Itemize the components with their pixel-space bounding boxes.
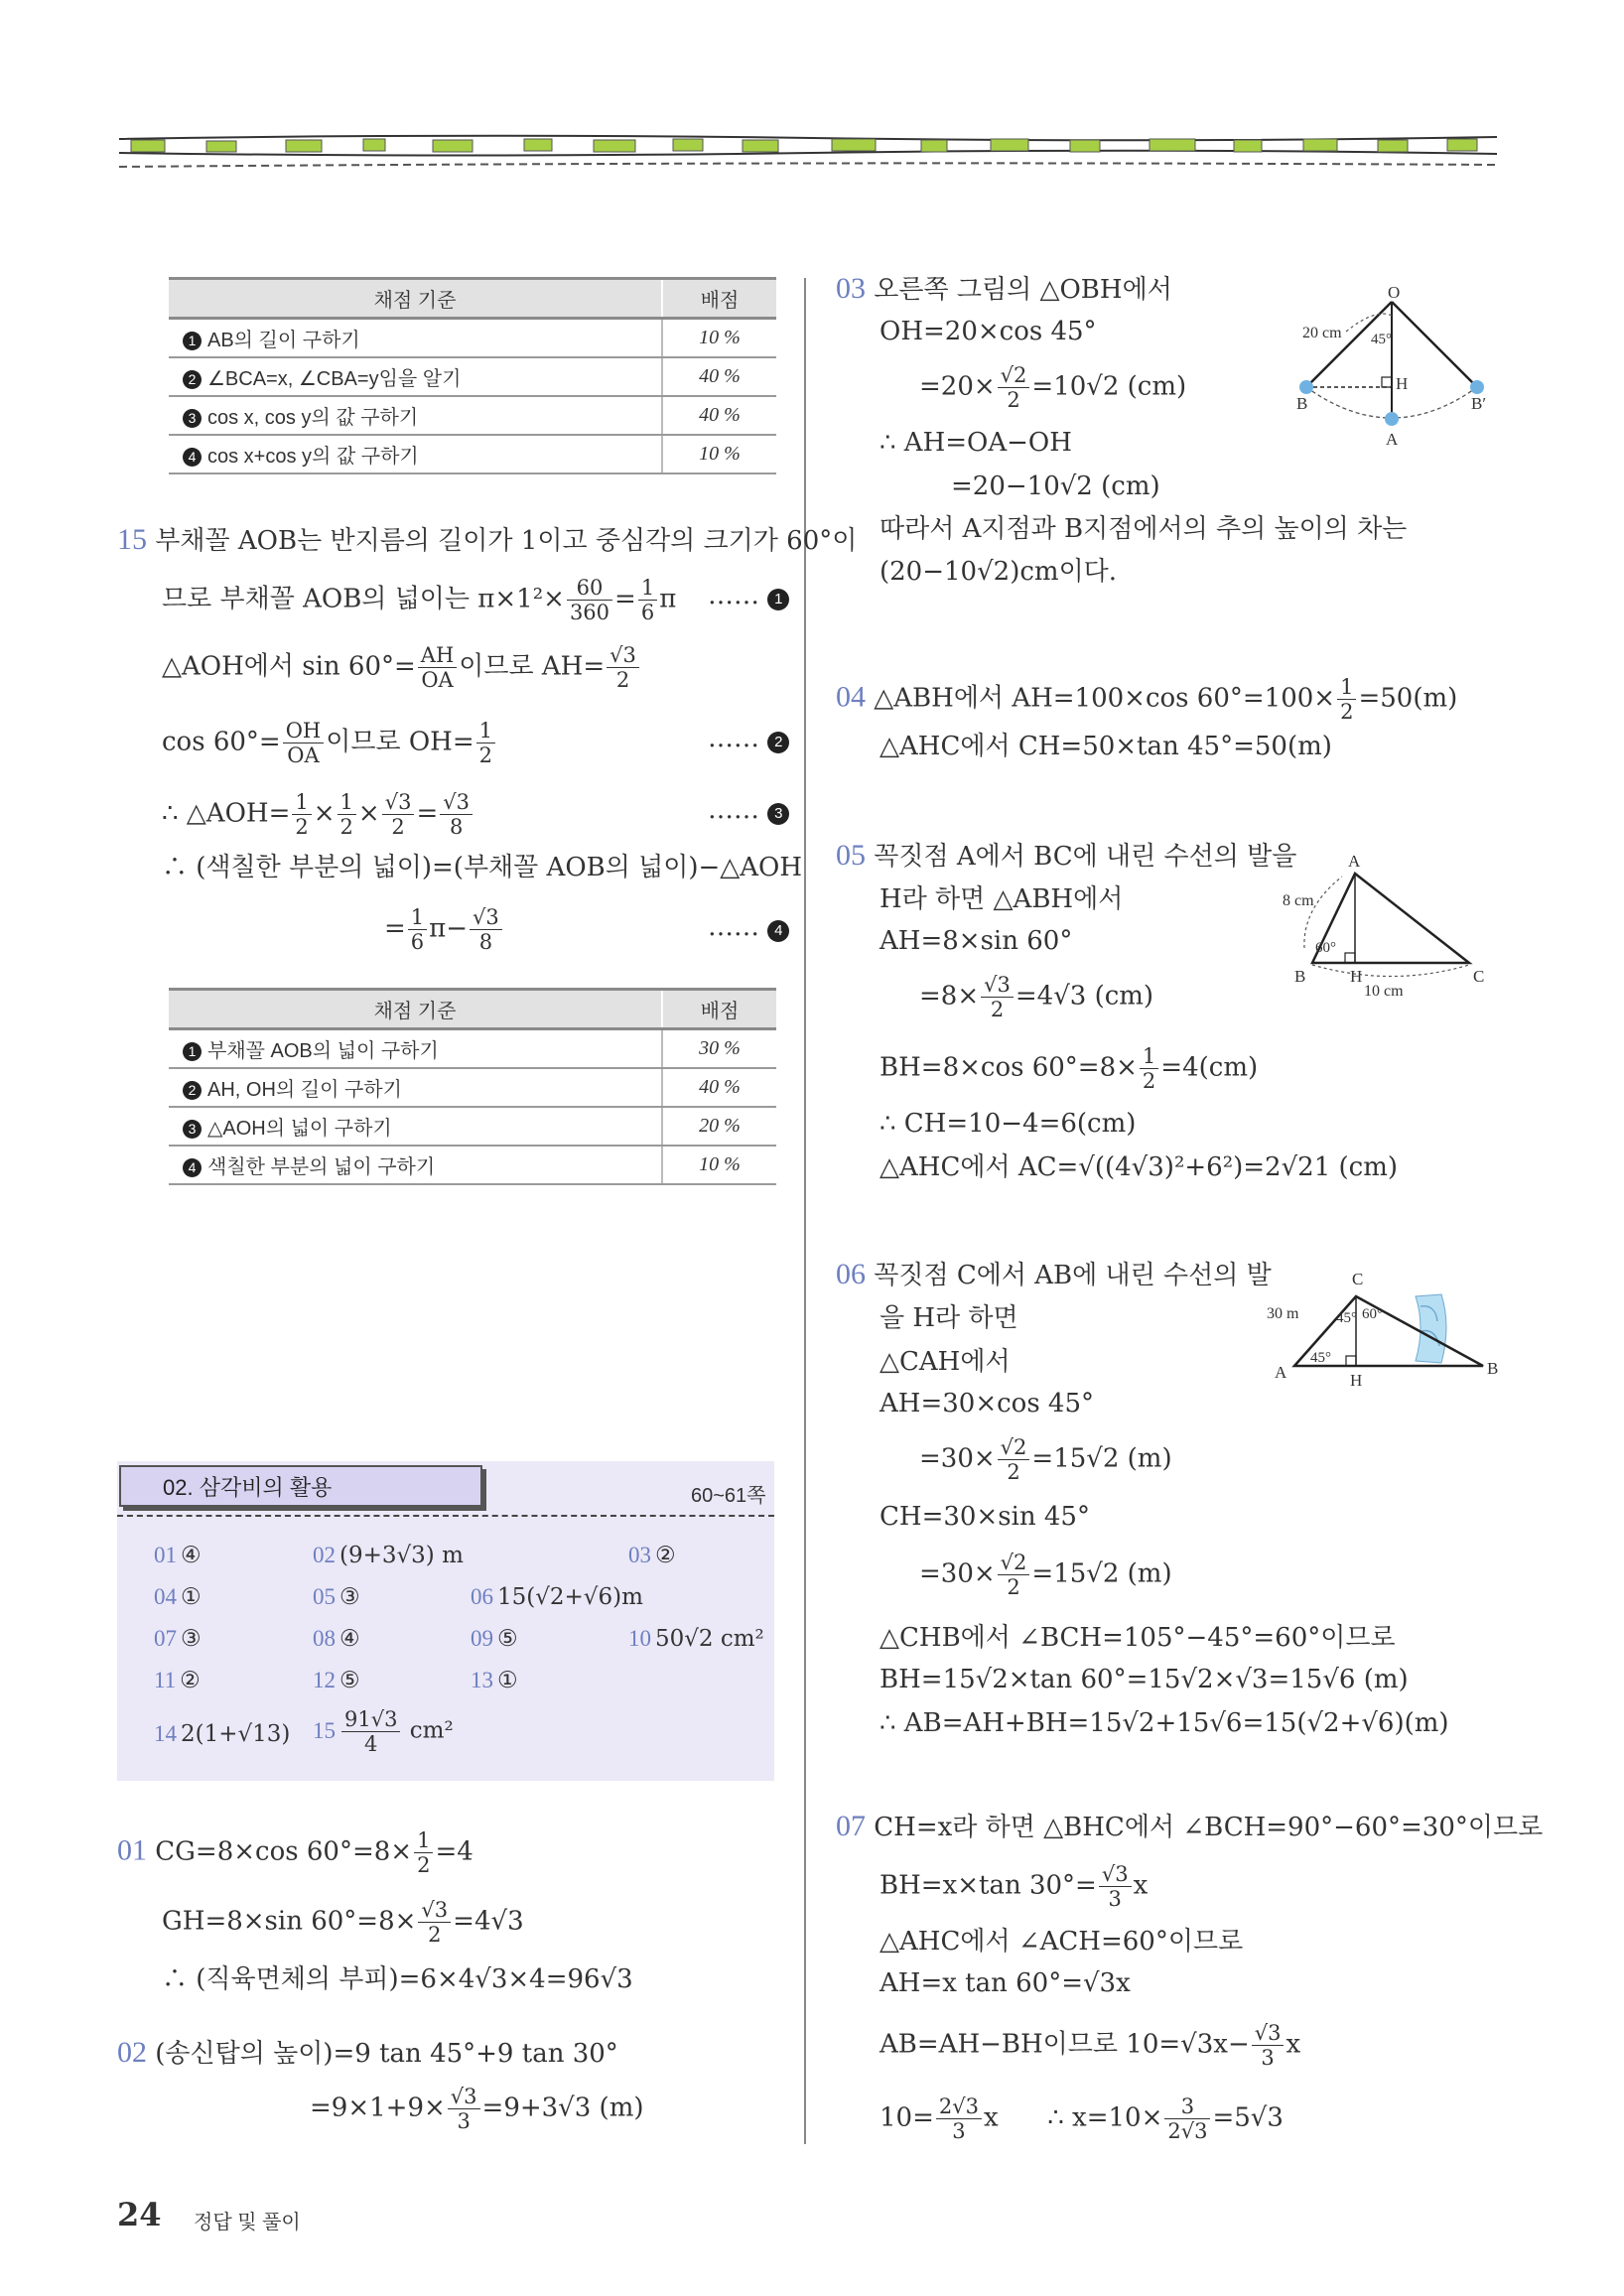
label-45deg: 45° [1371, 332, 1392, 347]
footer-label: 정답 및 풀이 [194, 2212, 301, 2233]
problem-05-line-6: ∴ CH=10−4=6(cm) [880, 1109, 1137, 1139]
section-title: 02. 삼각비의 활용 [119, 1465, 482, 1507]
label-45deg-top: 45° [1336, 1310, 1357, 1326]
problem-05-line-1: 05 꼭짓점 A에서 BC에 내린 수선의 발을 [836, 839, 1297, 872]
label-h: H [1350, 1371, 1363, 1390]
label-a: A [1275, 1363, 1287, 1382]
problem-15-line-5: ∴ △AOH= $\frac{1}{2}$ × $\frac{1}{2}$ × $\frac{√3}{2}$ = $\frac{√3}{8}$ [162, 790, 474, 839]
answer-14: 14 2(1+√13) [154, 1721, 291, 1747]
problem-05-line-3: AH=8×sin 60° [880, 926, 1073, 956]
problem-06-line-6: CH=30×sin 45° [880, 1502, 1090, 1532]
problem-02-line-1: 02 (송신탑의 높이)=9 tan 45°+9 tan 30° [117, 2036, 618, 2069]
problem-07-line-2: BH=x×tan 30°= $\frac{√3}{3}$ x [880, 1862, 1149, 1911]
label-30m: 30 m [1267, 1305, 1299, 1322]
problem-03-line-3: =20× $\frac{√2}{2}$ =10√2 (cm) [919, 363, 1187, 412]
answer-11: 11 ② [154, 1668, 201, 1693]
col-header-criteria: 채점 기준 [169, 990, 662, 1029]
step-mark-1: …… 1 [708, 580, 789, 611]
problem-15-line-1: 15 부채꼴 AOB는 반지름의 길이가 1이고 중심각의 크기가 60°이 [117, 523, 858, 556]
label-b-prime: B′ [1471, 394, 1487, 413]
problem-03-line-7: (20−10√2)cm이다. [880, 557, 1118, 587]
label-8cm: 8 cm [1283, 892, 1314, 909]
label-b: B [1487, 1359, 1499, 1378]
problem-05-line-5: BH=8×cos 60°=8× $\frac{1}{2}$ =4(cm) [880, 1044, 1259, 1093]
problem-07-line-5: AB=AH−BH이므로 10=√3x− $\frac{√3}{3}$ x [880, 2021, 1301, 2070]
problem-15-line-2: 므로 부채꼴 AOB의 넓이는 π×1²× $\frac{60}{360}$ = $\frac{1}{6}$ π [162, 576, 677, 624]
answer-13: 13 ① [471, 1668, 518, 1693]
figure-05-triangle [1283, 849, 1501, 998]
figure-06-river-triangle [1267, 1267, 1505, 1396]
label-60deg: 60° [1315, 940, 1336, 956]
problem-15-line-3: △AOH에서 sin 60°= $\frac{AH}{OA}$ 이므로 AH= $\frac{√3}{2}$ [162, 643, 641, 692]
label-h: H [1350, 967, 1363, 986]
problem-06-line-3: △CAH에서 [880, 1347, 1011, 1377]
col-header-criteria: 채점 기준 [169, 279, 662, 319]
figure-03-pendulum [1286, 280, 1505, 449]
scoring-table-15 [169, 988, 776, 1185]
label-a: A [1386, 430, 1399, 449]
problem-04-line-2: △AHC에서 CH=50×tan 45°=50(m) [880, 732, 1332, 761]
problem-01-line-3: ∴ (직육면체의 부피)=6×4√3×4=96√3 [162, 1964, 633, 1994]
label-a: A [1348, 852, 1361, 871]
problem-03-line-5: =20−10√2 (cm) [951, 472, 1160, 501]
answer-10: 10 50√2 cm² [628, 1626, 764, 1652]
problem-03-line-6: 따라서 A지점과 B지점에서의 추의 높이의 차는 [880, 514, 1408, 544]
table-row: 3 △AOH의 넓이 구하기 20 % [169, 1107, 776, 1146]
problem-03-line-2: OH=20×cos 45° [880, 317, 1097, 346]
problem-07-line-4: AH=x tan 60°=√3x [880, 1968, 1131, 1998]
problem-06-line-8: △CHB에서 ∠BCH=105°−45°=60°이므로 [880, 1623, 1396, 1653]
label-60deg: 60° [1362, 1306, 1383, 1322]
answer-07: 07 ③ [154, 1626, 202, 1652]
label-c: C [1473, 967, 1485, 986]
problem-06-line-10: ∴ AB=AH+BH=15√2+15√6=15(√2+√6)(m) [880, 1708, 1449, 1738]
table-row: 2 ∠BCA=x, ∠CBA=y임을 알기 40 % [169, 357, 776, 396]
label-o: O [1388, 283, 1401, 302]
problem-07-line-1: 07 CH=x라 하면 △BHC에서 ∠BCH=90°−60°=30°이므로 [836, 1810, 1544, 1842]
label-45deg-base: 45° [1310, 1350, 1331, 1366]
header-ribbon [117, 127, 1499, 175]
page-number: 24 [117, 2196, 162, 2233]
step-mark-3: …… 3 [708, 794, 789, 826]
section-pages: 60~61쪽 [691, 1485, 766, 1507]
col-header-points: 배점 [662, 279, 776, 319]
problem-06-line-2: 을 H라 하면 [880, 1303, 1018, 1333]
problem-01-line-2: GH=8×sin 60°=8× $\frac{√3}{2}$ =4√3 [162, 1898, 524, 1947]
problem-06-line-9: BH=15√2×tan 60°=15√2×√3=15√6 (m) [880, 1665, 1409, 1694]
step-mark-4: …… 4 [708, 911, 789, 943]
answer-05: 05 ③ [313, 1584, 360, 1610]
label-20cm: 20 cm [1302, 325, 1342, 341]
table-row: 1 AB의 길이 구하기 10 % [169, 319, 776, 358]
problem-02-line-2: =9×1+9× $\frac{√3}{3}$ =9+3√3 (m) [310, 2085, 644, 2133]
problem-06-line-1: 06 꼭짓점 C에서 AB에 내린 수선의 발 [836, 1258, 1272, 1290]
label-b: B [1296, 394, 1308, 413]
column-divider [804, 278, 806, 2144]
scoring-table-14 [169, 277, 776, 474]
table-row: 4 cos x+cos y의 값 구하기 10 % [169, 435, 776, 473]
label-10cm: 10 cm [1364, 983, 1404, 998]
problem-15-line-7: = $\frac{1}{6}$ π− $\frac{√3}{8}$ [384, 905, 504, 954]
label-h: H [1396, 374, 1409, 393]
problem-01-line-1: 01 CG=8×cos 60°=8× $\frac{1}{2}$ =4 [117, 1828, 474, 1877]
problem-06-line-7: =30× $\frac{√2}{2}$ =15√2 (m) [919, 1551, 1172, 1599]
col-header-points: 배점 [662, 990, 776, 1029]
problem-05-line-2: H라 하면 △ABH에서 [880, 884, 1124, 914]
problem-03-line-1: 03 오른쪽 그림의 △OBH에서 [836, 272, 1172, 305]
problem-03-line-4: ∴ AH=OA−OH [880, 428, 1072, 458]
answer-01: 01 ④ [154, 1543, 202, 1568]
problem-07-line-3: △AHC에서 ∠ACH=60°이므로 [880, 1927, 1244, 1957]
table-row: 2 AH, OH의 길이 구하기 40 % [169, 1068, 776, 1107]
answer-03: 03 ② [628, 1543, 676, 1568]
label-c: C [1352, 1270, 1364, 1288]
answer-04: 04 ① [154, 1584, 202, 1610]
answer-15: 15 $\frac{91√3}{4}$ cm² [313, 1707, 454, 1756]
step-mark-2: …… 2 [708, 723, 789, 754]
problem-04-line-1: 04 △ABH에서 AH=100×cos 60°=100× $\frac{1}{2}$ =50(m) [836, 675, 1458, 724]
problem-06-line-4: AH=30×cos 45° [880, 1389, 1095, 1418]
answer-08: 08 ④ [313, 1626, 360, 1652]
section-dashed-rule [117, 1515, 774, 1517]
table-row: 4 색칠한 부분의 넓이 구하기 10 % [169, 1146, 776, 1184]
problem-15-line-6: ∴ (색칠한 부분의 넓이)=(부채꼴 AOB의 넓이)−△AOH [162, 853, 803, 882]
problem-05-line-7: △AHC에서 AC=√((4√3)²+6²)=2√21 (cm) [880, 1152, 1399, 1182]
problem-07-line-6: 10= $\frac{2√3}{3}$ x ∴ x=10× $\frac{3}{2√3}$ =5√3 [880, 2094, 1284, 2143]
table-row: 1 부채꼴 AOB의 넓이 구하기 30 % [169, 1029, 776, 1069]
problem-05-line-4: =8× $\frac{√3}{2}$ =4√3 (cm) [919, 973, 1154, 1021]
table-row: 3 cos x, cos y의 값 구하기 40 % [169, 396, 776, 435]
answer-02: 02 (9+3√3) m [313, 1543, 464, 1568]
label-b: B [1294, 967, 1306, 986]
answer-06: 06 15(√2+√6)m [471, 1584, 643, 1610]
problem-15-line-4: cos 60°= $\frac{OH}{OA}$ 이므로 OH= $\frac{1}{2}$ [162, 719, 497, 767]
answer-12: 12 ⑤ [313, 1668, 360, 1693]
problem-06-line-5: =30× $\frac{√2}{2}$ =15√2 (m) [919, 1435, 1172, 1484]
answer-09: 09 ⑤ [471, 1626, 518, 1652]
